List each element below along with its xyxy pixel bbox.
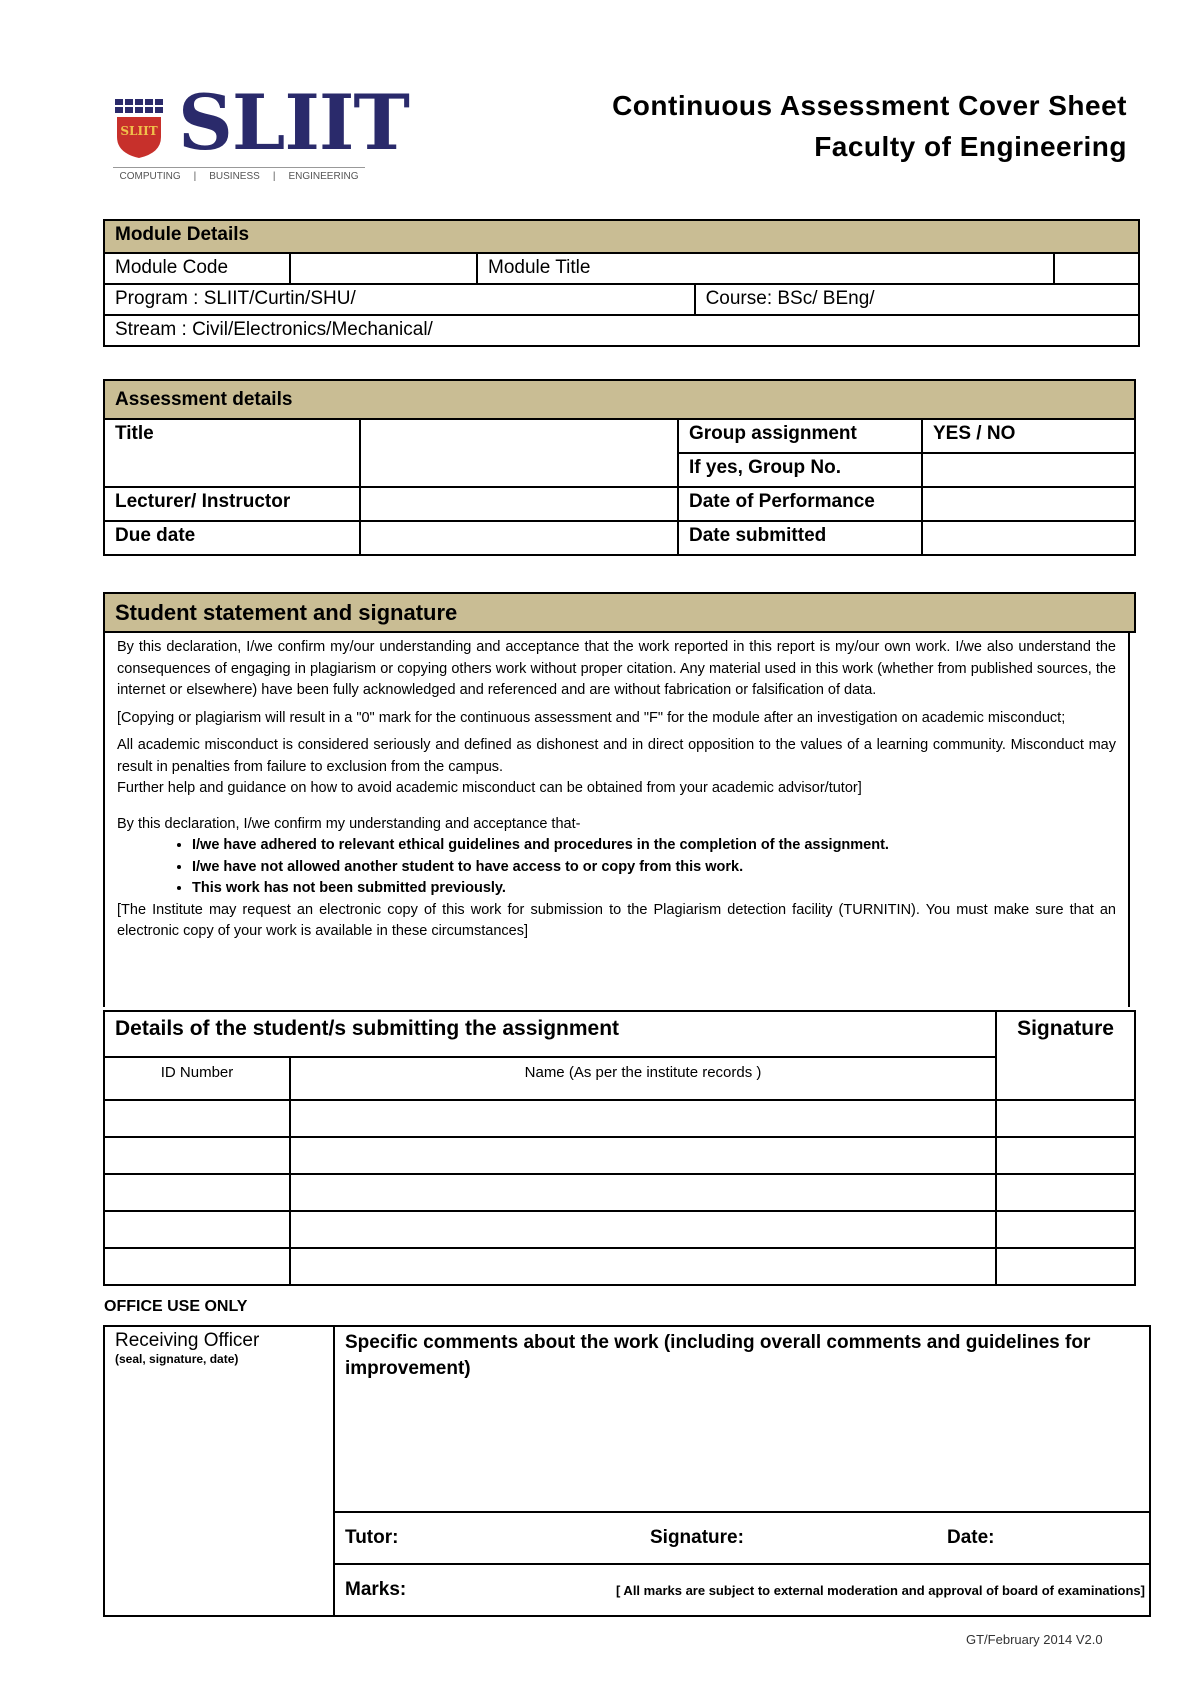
declaration-item: • This work has not been submitted previously. [192,878,1116,900]
document-version: GT/February 2014 V2.0 [966,1632,1103,1647]
id-number-field[interactable] [104,1137,290,1174]
date-submitted-label: Date submitted [678,521,922,555]
stream-field[interactable]: Stream : Civil/Electronics/Mechanical/ [104,315,1139,346]
date-label: Date: [947,1527,995,1548]
statement-para-4: By this declaration, I/we confirm my understanding and acceptance that- [117,815,581,832]
table-row [104,1100,1135,1137]
assessment-details-heading: Assessment details [104,380,1135,419]
program-field[interactable]: Program : SLIIT/Curtin/SHU/ [104,284,695,315]
signature-field[interactable] [996,1100,1135,1137]
id-number-field[interactable] [104,1248,290,1285]
marks-row[interactable] [334,1564,1150,1616]
id-number-header: ID Number [104,1057,290,1100]
sliit-crest-icon [113,97,165,159]
module-details-table [103,219,1140,347]
statement-heading-table [103,592,1136,633]
declaration-item: • I/we have adhered to relevant ethical guidelines and procedures in the completion of the assignment. [192,835,1116,857]
students-table [103,1010,1136,1286]
table-row [104,1248,1135,1285]
signature-field[interactable] [996,1174,1135,1211]
name-field[interactable] [290,1174,996,1211]
group-assignment-label: Group assignment [678,419,922,453]
svg-text:SLIIT: SLIIT [120,124,158,138]
group-assignment-value[interactable]: YES / NO [922,419,1135,453]
group-no-label: If yes, Group No. [678,453,922,487]
office-use-label: OFFICE USE ONLY [104,1298,248,1315]
name-field[interactable] [290,1137,996,1174]
statement-para-5: [The Institute may request an electronic copy of this work for submission to the Plagiarism detection facility (TURNITIN). You must make sure that an electronic copy of your work is available in these circumstances] [117,901,1116,939]
id-number-field[interactable] [104,1100,290,1137]
table-row [104,1174,1135,1211]
faculty-title: Faculty of Engineering [814,131,1127,162]
lecturer-label: Lecturer/ Instructor [104,487,360,521]
sliit-logo [113,78,409,187]
receiving-officer-label: Receiving Officer [115,1330,260,1351]
lecturer-field[interactable] [360,487,678,521]
declaration-item: • I/we have not allowed another student to have access to or copy from this work. [192,857,1116,879]
student-details-heading: Details of the student/s submitting the assignment [104,1011,996,1057]
module-title-field[interactable] [1054,253,1139,284]
tutor-label: Tutor: [345,1527,399,1548]
signature-heading: Signature [996,1011,1135,1100]
student-statement [103,631,1130,1007]
statement-para-1: By this declaration, I/we confirm my/our understanding and acceptance that the work reported in this report is my/our own work. I/we also understand the consequences of engaging in plagiarism or copying others work without proper citation. Any material used in this work (whether from published sources, the internet or elsewhere) have been fully acknowledged and referenced and are without fabrication or falsification of data. [117,639,1116,698]
course-field[interactable]: Course: BSc/ BEng/ [695,284,1139,315]
marks-label: Marks: [345,1579,407,1600]
logo-wordmark: SLIIT [178,78,409,167]
comments-field[interactable] [334,1326,1150,1512]
date-of-performance-field[interactable] [922,487,1135,521]
module-code-field[interactable] [290,253,477,284]
id-number-field[interactable] [104,1211,290,1248]
id-number-field[interactable] [104,1174,290,1211]
page-title: Continuous Assessment Cover Sheet [612,90,1127,121]
title-field[interactable] [360,419,678,487]
receiving-officer-cell[interactable] [104,1326,334,1616]
assessment-details-table [103,379,1136,556]
date-submitted-field[interactable] [922,521,1135,555]
statement-para-3b: Further help and guidance on how to avoid academic misconduct can be obtained from your academic advisor/tutor] [117,780,862,796]
logo-tagline: COMPUTING | BUSINESS | ENGINEERING [113,167,365,182]
group-no-field[interactable] [922,453,1135,487]
due-date-label: Due date [104,521,360,555]
module-code-label: Module Code [104,253,290,284]
signature-field[interactable] [996,1137,1135,1174]
declaration-list [117,835,1116,900]
date-of-performance-label: Date of Performance [678,487,922,521]
statement-para-3a: All academic misconduct is considered seriously and defined as dishonest and in direct opposition to the values of a learning community. Misconduct may result in penalties from failure to exclusion from the campus. [117,737,1116,775]
comments-label: Specific comments about the work (including overall comments and guidelines for improvement) [345,1332,1091,1379]
receiving-officer-note: (seal, signature, date) [115,1352,239,1366]
statement-para-2: [Copying or plagiarism will result in a "0" mark for the continuous assessment and "F" for the module after an investigation on academic misconduct; [117,709,1066,726]
table-row [104,1137,1135,1174]
signature-field[interactable] [996,1248,1135,1285]
statement-heading: Student statement and signature [104,593,1135,632]
table-row [104,1211,1135,1248]
marks-note: [ All marks are subject to external moderation and approval of board of examinations] [615,1582,1145,1598]
title-label: Title [104,419,360,487]
office-use-table [103,1325,1151,1617]
signature-label: Signature: [650,1527,744,1548]
name-field[interactable] [290,1100,996,1137]
signature-field[interactable] [996,1211,1135,1248]
module-details-heading: Module Details [104,220,1139,253]
tutor-row[interactable] [334,1512,1150,1564]
module-title-label: Module Title [477,253,1054,284]
due-date-field[interactable] [360,521,678,555]
name-header: Name (As per the institute records ) [290,1057,996,1100]
name-field[interactable] [290,1248,996,1285]
name-field[interactable] [290,1211,996,1248]
